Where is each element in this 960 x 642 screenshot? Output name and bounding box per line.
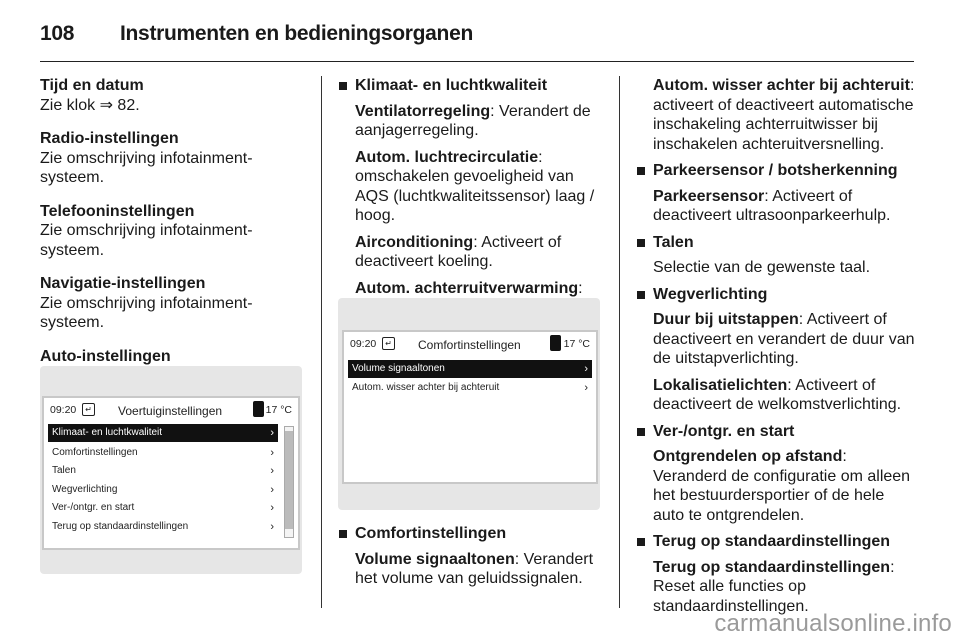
display-topbar [44, 398, 298, 422]
chevron-right-icon: › [270, 502, 274, 514]
item-text: : Verandert het volume van geluidssignalen. [355, 550, 594, 587]
header-rule [40, 61, 914, 62]
column-1 [40, 76, 310, 380]
chevron-right-icon: › [270, 521, 274, 533]
item-text: : Activeert of deactiveert de welkomstverlichting. [653, 376, 902, 413]
bullet-wegverlichting: Wegverlichting [636, 285, 916, 305]
item-text: : Verandert de aanjagerregeling. [355, 102, 591, 139]
bullet-comfort: Comfortinstellingen [338, 524, 608, 544]
menu-item-label: Talen [52, 465, 76, 476]
section-text: Zie omschrijving infotainment-systeem. [40, 222, 253, 259]
section-heading: Telefooninstellingen [40, 202, 195, 220]
section-heading: Tijd en datum [40, 77, 144, 94]
menu-item-label: Wegverlichting [52, 484, 118, 495]
menu-item-volume[interactable] [348, 360, 592, 378]
item-talen: Selectie van de gewenste taal. [653, 259, 871, 276]
display-temp: 17 °C [563, 338, 590, 350]
chevron-right-icon: › [270, 447, 274, 459]
section-text: Zie omschrijving infotainment-systeem. [40, 149, 253, 186]
item-text: : Activeert of deactiveert en verandert de duur van de uitstapverlichting. [653, 311, 915, 367]
item-key: Duur bij uitstappen [653, 311, 799, 328]
section-navigatie [40, 274, 310, 333]
menu-item-label: Volume signaaltonen [352, 363, 445, 374]
item-key: Terug op standaardinstellingen [653, 558, 891, 576]
item-key: Parkeersensor [653, 187, 765, 205]
item-text: : Reset alle functies op standaardinstellingen. [653, 558, 895, 615]
column-divider-2 [619, 76, 620, 608]
column-3 [636, 76, 916, 623]
item-lokalisatielichten [636, 376, 916, 415]
display-screen [42, 396, 300, 550]
chevron-right-icon: › [270, 427, 274, 439]
section-heading: Radio-instellingen [40, 130, 179, 147]
bullet-klimaat: Klimaat- en luchtkwaliteit [338, 76, 608, 96]
display-temp: 17 °C [265, 404, 292, 416]
item-key: Ventilatorregeling [355, 102, 491, 120]
section-heading: Navigatie-instellingen [40, 275, 206, 292]
item-ontgrendelen [636, 447, 916, 525]
auto-instellingen-heading: Auto-instellingen [40, 347, 171, 365]
column-divider-1 [321, 76, 322, 608]
menu-item-label: Comfortinstellingen [52, 447, 138, 458]
item-airconditioning [338, 233, 608, 272]
item-luchtrecirculatie [338, 148, 608, 226]
item-key: Autom. wisser achter bij achteruit [653, 77, 910, 94]
watermark: carmanualsonline.info [714, 610, 952, 637]
chevron-right-icon: › [584, 382, 588, 394]
item-key: Airconditioning [355, 233, 474, 251]
menu-item-terug[interactable] [48, 518, 278, 536]
menu-item-comfort[interactable] [48, 444, 278, 462]
section-radio [40, 129, 310, 188]
bullet-ver-ontgr: Ver-/ontgr. en start [636, 422, 916, 442]
column-2-lower [338, 524, 608, 596]
back-icon: ↵ [82, 403, 95, 416]
menu-item-ver-ontgr[interactable] [48, 499, 278, 517]
item-key: Volume signaaltonen [355, 550, 515, 568]
display-time: 09:20 [50, 404, 77, 416]
bullet-parkeersensor: Parkeersensor / botsherkenning [636, 161, 916, 181]
item-text: : [578, 279, 583, 297]
chevron-right-icon: › [270, 484, 274, 496]
screenshot-comfortinstellingen [338, 298, 600, 510]
scrollbar-thumb[interactable] [285, 431, 293, 529]
section-telefoon [40, 202, 310, 261]
item-text: : Veranderd de configuratie om alleen het bestuurdersportier of de hele auto te ontgrendelen. [653, 448, 911, 524]
bullet-talen: Talen [636, 233, 916, 253]
menu-item-label: Terug op standaardinstellingen [52, 521, 189, 532]
menu-item-label: Klimaat- en luchtkwaliteit [52, 427, 163, 438]
item-text: : Activeert of deactiveert koeling. [355, 233, 562, 270]
item-wisser [636, 76, 916, 154]
display-screen [342, 330, 598, 484]
item-text: : activeert of deactiveert automatische inschakeling achterruitwisser bij inschakelen achteruitversnelling. [653, 77, 915, 153]
thermometer-icon [253, 401, 264, 417]
menu-item-label: Autom. wisser achter bij achteruit [352, 382, 500, 393]
item-text: : Activeert of deactiveert ultrasoonparkeerhulp. [653, 187, 891, 224]
page-title: Instrumenten en bedieningsorganen [120, 22, 473, 45]
display-topbar [344, 332, 596, 356]
back-icon: ↵ [382, 337, 395, 350]
item-key: Lokalisatielichten [653, 376, 788, 394]
menu-item-label: Ver-/ontgr. en start [52, 502, 135, 513]
page-number: 108 [40, 22, 75, 45]
chevron-right-icon: › [584, 363, 588, 375]
menu-item-klimaat[interactable] [48, 424, 278, 442]
item-key: Autom. achterruitverwarming [355, 279, 579, 297]
chevron-right-icon: › [270, 465, 274, 477]
item-ventilator [338, 102, 608, 141]
bullet-terug: Terug op standaardinstellingen [636, 532, 916, 552]
display-title: Comfortinstellingen [418, 338, 521, 352]
menu-item-talen[interactable] [48, 462, 278, 480]
menu-item-wisser[interactable] [348, 379, 592, 397]
thermometer-icon [550, 335, 561, 351]
screenshot-voertuiginstellingen [40, 366, 302, 574]
section-text: Zie omschrijving infotainment-systeem. [40, 294, 253, 331]
item-volume [338, 550, 608, 589]
item-uitstappen [636, 310, 916, 369]
display-time: 09:20 [350, 338, 377, 350]
item-key: Autom. luchtrecirculatie [355, 148, 539, 166]
item-terug [636, 558, 916, 617]
item-key: Ontgrendelen op afstand [653, 448, 843, 465]
section-text: Zie klok ⇒ 82. [40, 96, 140, 114]
item-parkeersensor [636, 187, 916, 226]
display-title: Voertuiginstellingen [118, 404, 223, 418]
menu-item-wegverlichting[interactable] [48, 481, 278, 499]
scrollbar[interactable] [284, 426, 294, 538]
section-tijd-datum [40, 76, 310, 115]
item-text: : omschakelen gevoeligheid van AQS (luchtkwaliteitssensor) laag / hoog. [355, 148, 595, 224]
